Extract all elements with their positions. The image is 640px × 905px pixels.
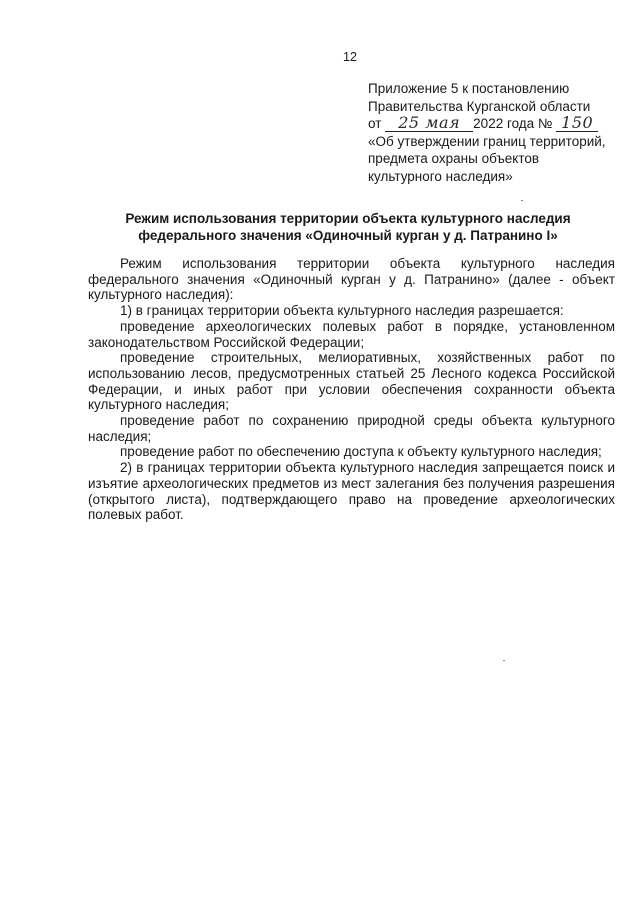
annex-date-line — [368, 115, 618, 133]
annex-line-2: Правительства Курганской области — [368, 98, 591, 114]
paragraph-permitted-item: проведение работ по обеспечению доступа к объекту культурного наследия; — [120, 444, 602, 460]
annex-line-6: культурного наследия» — [368, 168, 513, 184]
handwritten-number — [556, 113, 598, 132]
annex-header — [368, 80, 618, 185]
paragraph-permitted-item: проведение работ по сохранению природной среды объекта культурного наследия; — [88, 413, 615, 444]
page-number: 12 — [343, 50, 357, 64]
paragraph-permitted-header: 1) в границах территории объекта культурного наследия разрешается: — [120, 303, 564, 319]
scan-speck — [521, 200, 523, 201]
paragraph-intro: Режим использования территории объекта культурного наследия федерального значения «Одиночный курган у д. Патранино» (далее - объект культурного наследия): — [88, 256, 615, 303]
title-line-1: Режим использования территории объекта культурного наследия — [125, 211, 571, 226]
annex-line-5: предмета охраны объектов — [368, 151, 540, 166]
paragraph-permitted-item: проведение строительных, мелиоративных, хозяйственных работ по использованию лесов, предусмотренных статьей 25 Лесного кодекса Российской Федерации, и иных работ при условии обеспечения сохранности объекта культурного наследия; — [88, 350, 615, 413]
paragraph-prohibited: 2) в границах территории объекта культурного наследия запрещается поиск и изъятие археологических предметов из мест залегания без получения разрешения (открытого листа), подтверждающего право на проведение археологических полевых работ. — [88, 460, 615, 523]
annex-year-label: 2022 года № — [473, 116, 553, 131]
handwritten-date — [385, 113, 473, 132]
title-line-2: федерального значения «Одиночный курган у д. Патранино I» — [138, 228, 558, 243]
annex-from-label: от — [368, 116, 382, 131]
annex-line-1: Приложение 5 к постановлению — [368, 81, 570, 96]
handwritten-number-text: 150 — [561, 113, 594, 132]
handwritten-date-text: 25 мая — [398, 113, 461, 132]
annex-line-4: «Об утверждении границ территорий, — [368, 133, 606, 149]
document-body — [88, 256, 615, 523]
document-title — [78, 210, 618, 244]
paragraph-permitted-item: проведение археологических полевых работ в порядке, установленном законодательством Российской Федерации; — [88, 318, 615, 350]
scan-speck — [503, 660, 505, 661]
